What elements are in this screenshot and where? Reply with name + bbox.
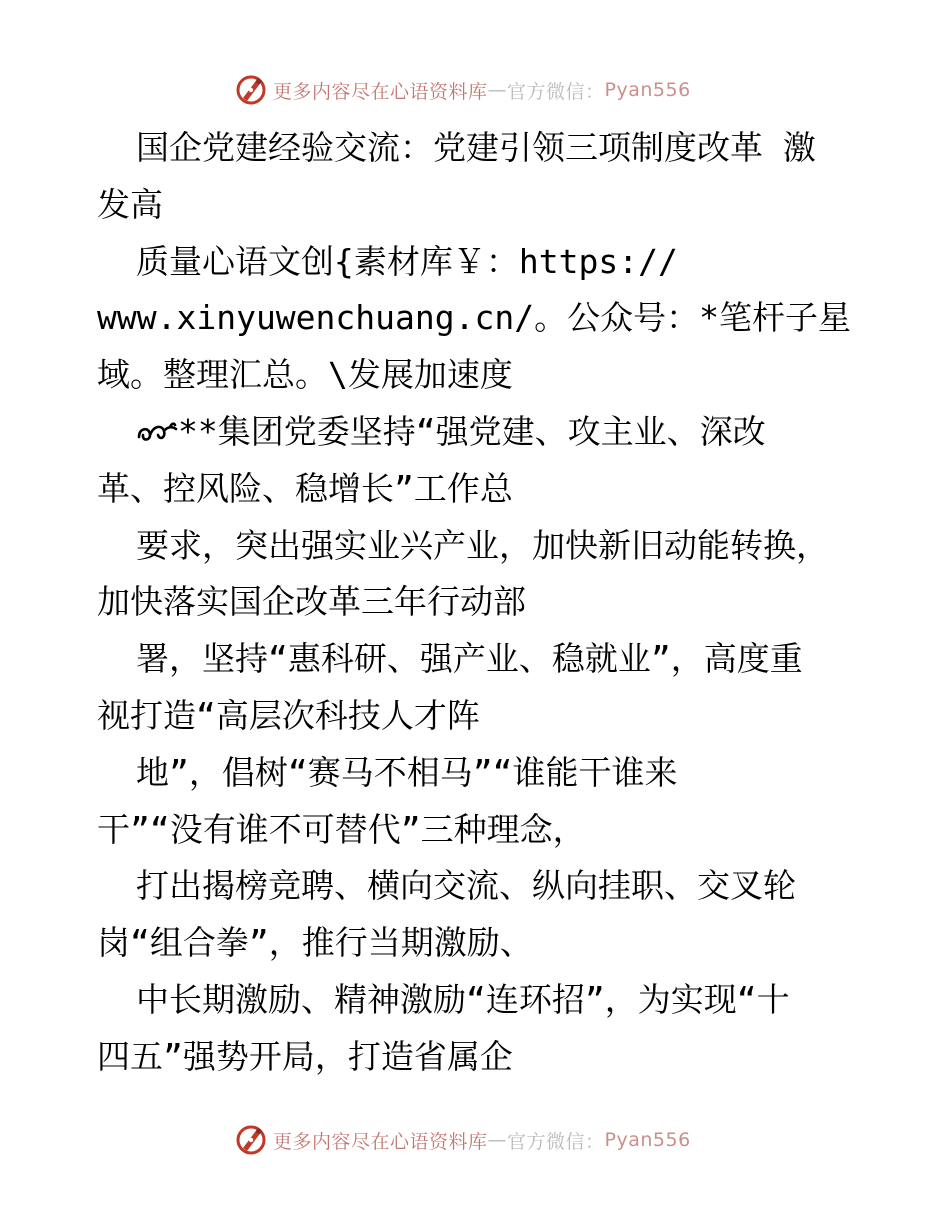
text-line bbox=[97, 1029, 857, 1086]
banner-wechat-id: Pyan556 bbox=[604, 79, 691, 101]
text-line bbox=[97, 631, 857, 688]
text-line bbox=[97, 404, 857, 461]
text-line bbox=[97, 177, 857, 234]
paragraph bbox=[97, 120, 857, 234]
banner-slogan: 更多内容尽在心语资料库 bbox=[273, 80, 488, 103]
line-text: 地”，倡树“赛马不相马”“谁能干谁来 bbox=[136, 752, 678, 792]
text-line bbox=[97, 234, 857, 291]
text-line bbox=[97, 518, 857, 575]
line-text: 四五”强势开局，打造省属企 bbox=[97, 1036, 513, 1076]
line-text: 署，坚持“惠科研、强产业、稳就业”，高度重 bbox=[136, 639, 803, 679]
line-text: 岗“组合拳”，推行当期激励、 bbox=[97, 923, 533, 963]
line-text: 要求，突出强实业兴产业，加快新旧动能转换， bbox=[136, 525, 829, 565]
line-text: www.xinyuwenchuang.cn/。公众号：*笔杆子星 bbox=[97, 298, 851, 338]
paragraph bbox=[97, 858, 857, 972]
line-text: 打出揭榜竞聘、横向交流、纵向挂职、交叉轮 bbox=[136, 866, 796, 906]
line-text: 干”“没有谁不可替代”三种理念， bbox=[97, 809, 586, 849]
text-line bbox=[97, 858, 857, 915]
text-line bbox=[97, 461, 857, 518]
text-line bbox=[97, 745, 857, 802]
paragraph bbox=[97, 745, 857, 859]
line-text: 域。整理汇总。\发展加速度 bbox=[97, 355, 513, 395]
line-text: 视打造“高层次科技人才阵 bbox=[97, 695, 480, 735]
text-line bbox=[97, 802, 857, 859]
line-text: 发高 bbox=[97, 184, 163, 224]
header-banner bbox=[235, 72, 691, 108]
banner-wechat-label: 官方微信： bbox=[507, 80, 605, 103]
paragraph bbox=[97, 404, 857, 518]
paragraph bbox=[97, 518, 857, 632]
text-line bbox=[97, 688, 857, 745]
line-text: **集团党委坚持“强党建、攻主业、深改 bbox=[178, 411, 766, 451]
banner-wechat-id: Pyan556 bbox=[604, 1129, 691, 1151]
line-text: 国企党建经验交流：党建引领三项制度改革 激 bbox=[136, 128, 816, 167]
text-line bbox=[97, 574, 857, 631]
line-text: 中长期激励、精神激励“连环招”，为实现“十 bbox=[136, 979, 790, 1019]
banner-separator: — bbox=[487, 79, 508, 101]
banner-slogan: 更多内容尽在心语资料库 bbox=[273, 1130, 488, 1153]
pen-circle-logo-icon bbox=[235, 74, 267, 106]
document-body bbox=[97, 120, 857, 1086]
line-text: 革、控风险、稳增长”工作总 bbox=[97, 468, 513, 508]
paragraph bbox=[97, 972, 857, 1086]
paragraph bbox=[97, 631, 857, 745]
footer-banner bbox=[235, 1122, 691, 1158]
line-text: 质量心语文创{素材库￥：https:// bbox=[136, 241, 678, 281]
text-line bbox=[97, 347, 857, 404]
line-text: 加快落实国企改革三年行动部 bbox=[97, 582, 526, 622]
text-line bbox=[97, 915, 857, 972]
text-line bbox=[97, 120, 857, 177]
vine-ornament-icon bbox=[136, 417, 178, 447]
text-line bbox=[97, 972, 857, 1029]
banner-wechat-label: 官方微信： bbox=[507, 1130, 605, 1153]
banner-separator: — bbox=[487, 1129, 508, 1151]
pen-circle-logo-icon bbox=[235, 1124, 267, 1156]
text-line bbox=[97, 290, 857, 347]
paragraph bbox=[97, 234, 857, 404]
